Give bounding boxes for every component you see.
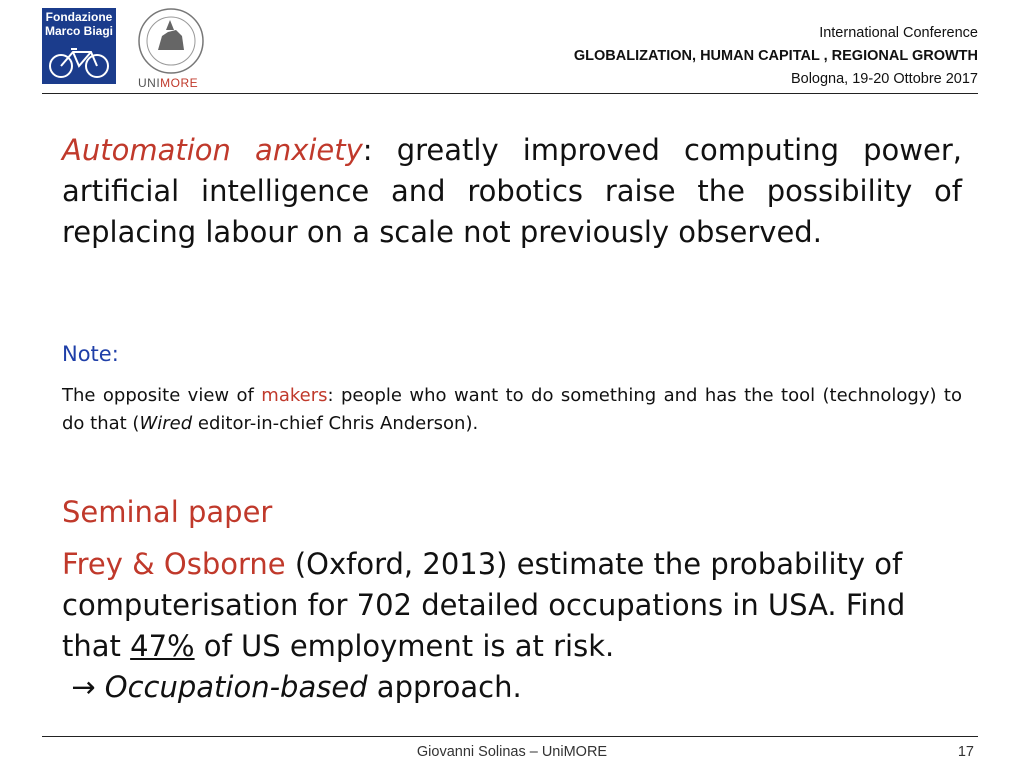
note-text-a: The opposite view of bbox=[62, 385, 262, 406]
logo-line2: Marco Biagi bbox=[44, 24, 113, 38]
note-label: Note: bbox=[62, 342, 119, 366]
conference-location-date: Bologna, 19-20 Ottobre 2017 bbox=[790, 71, 978, 87]
seminal-paper-heading: Seminal paper bbox=[62, 495, 273, 529]
unimore-logo-text bbox=[138, 76, 198, 90]
bicycle-icon bbox=[47, 44, 111, 80]
unimore-part2: MORE bbox=[160, 76, 199, 90]
logo-line1: Fondazione bbox=[45, 10, 113, 24]
header-divider bbox=[42, 93, 978, 94]
fondazione-marco-biagi-logo bbox=[42, 8, 116, 84]
approach-italic: Occupation-based bbox=[104, 670, 368, 704]
seminal-text-b: of US employment is at risk. bbox=[194, 629, 615, 663]
footer-divider bbox=[42, 736, 978, 737]
wired-term: Wired bbox=[139, 413, 193, 434]
conference-title: International Conference bbox=[819, 25, 978, 41]
footer-author: Giovanni Solinas – UniMORE bbox=[416, 744, 608, 760]
conference-theme: GLOBALIZATION, HUMAN CAPITAL , REGIONAL GROWTH bbox=[573, 48, 978, 64]
automation-anxiety-paragraph bbox=[62, 130, 962, 253]
seminal-text-a: (Oxford, 2013) estimate the probability of computerisation for 702 detailed occupations in USA. Find that bbox=[62, 547, 906, 663]
frey-osborne-paragraph bbox=[62, 544, 962, 708]
page-number: 17 bbox=[957, 744, 974, 760]
automation-anxiety-term: Automation anxiety bbox=[62, 133, 363, 167]
note-text-b: : people who want to do something and has the tool (technology) to do that ( bbox=[62, 385, 962, 434]
note-paragraph bbox=[62, 382, 962, 438]
university-seal-icon bbox=[136, 6, 206, 76]
automation-anxiety-text: : greatly improved computing power, artificial intelligence and robotics raise the possibility of replacing labour on a scale not previously observed. bbox=[62, 133, 962, 249]
note-text-c: editor-in-chief Chris Anderson). bbox=[192, 413, 479, 434]
percent-at-risk: 47% bbox=[130, 629, 195, 663]
makers-term: makers bbox=[261, 385, 328, 406]
frey-osborne-authors: Frey & Osborne bbox=[62, 547, 286, 581]
arrow-icon: → bbox=[71, 670, 96, 704]
unimore-part1: UNI bbox=[138, 76, 161, 90]
approach-rest: approach. bbox=[367, 670, 522, 704]
conference-header bbox=[574, 22, 978, 91]
